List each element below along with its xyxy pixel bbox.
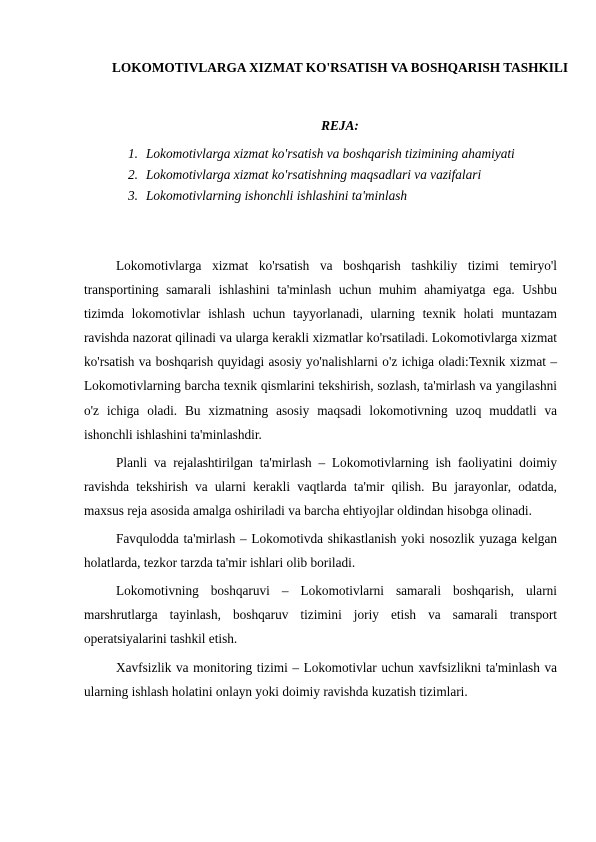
plan-item-number: 2.: [128, 167, 138, 182]
document-title: LOKOMOTIVLARGA XIZMAT KO'RSATISH VA BOSHQARISH TASHKILI: [111, 60, 569, 75]
plan-item: [0, 143, 560, 164]
plan-item-number: 1.: [128, 146, 138, 161]
plan-item-text: Lokomotivlarning ishonchli ishlashini ta'minlash: [146, 188, 408, 203]
plan-item-text: Lokomotivlarga xizmat ko'rsatish va boshqarish tizimining ahamiyati: [146, 146, 515, 161]
plan-list: [0, 143, 560, 206]
plan-item: [0, 185, 560, 206]
paragraph: Xavfsizlik va monitoring tizimi – Lokomotivlar uchun xavfsizlikni ta'minlash va ularning ishlash holatini onlayn yoki doimiy ravishda kuzatish tizimlari.: [84, 659, 557, 699]
plan-item-number: 3.: [128, 188, 138, 203]
paragraph: Favqulodda ta'mirlash – Lokomotivda shikastlanish yoki nosozlik yuzaga kelgan holatlarda, tezkor tarzda ta'mir ishlari olib boriladi.: [84, 531, 557, 571]
plan-heading: REJA:: [321, 118, 359, 133]
paragraph: Planli va rejalashtirilgan ta'mirlash – Lokomotivlarning ish faoliyatini doimiy ravishda tekshirish va ularni kerakli vaqtlarda ta'mir qilish. Bu jarayonlar, odatda, maxsus reja asosida amalga oshiriladi va barcha ehtiyojlar oldindan hisobga olinadi.: [84, 454, 557, 518]
paragraph: Lokomotivning boshqaruvi – Lokomotivlarni samarali boshqarish, ularni marshrutlarga tayinlash, boshqaruv tizimini joriy etish va samarali transport operatsiyalarini tashkil etish.: [84, 583, 557, 647]
plan-item: [0, 164, 560, 185]
body-text: [84, 254, 557, 708]
paragraph: Lokomotivlarga xizmat ko'rsatish va boshqarish tashkiliy tizimi temiryo'l transportining samarali ishlashini ta'minlash uchun muhim ahamiyatga ega. Ushbu tizimda lokomotivlar ishlash uchun tayyorlanadi, ularning texnik holati muntazam ravishda nazorat qilinadi va ularga kerakli xizmatlar ko'rsatiladi. Lokomotivlarga xizmat ko'rsatish va boshqarish quyidagi asosiy yo'nalishlarni o'z ichiga oladi:Texnik xizmat – Lokomotivlarning barcha texnik qismlarini tekshirish, sozlash, ta'mirlash va yangilashni o'z ichiga oladi. Bu xizmatning asosiy maqsadi lokomotivning uzoq muddatli va ishonchli ishlashini ta'minlashdir.: [84, 258, 557, 442]
plan-item-text: Lokomotivlarga xizmat ko'rsatishning maqsadlari va vazifalari: [146, 167, 482, 182]
